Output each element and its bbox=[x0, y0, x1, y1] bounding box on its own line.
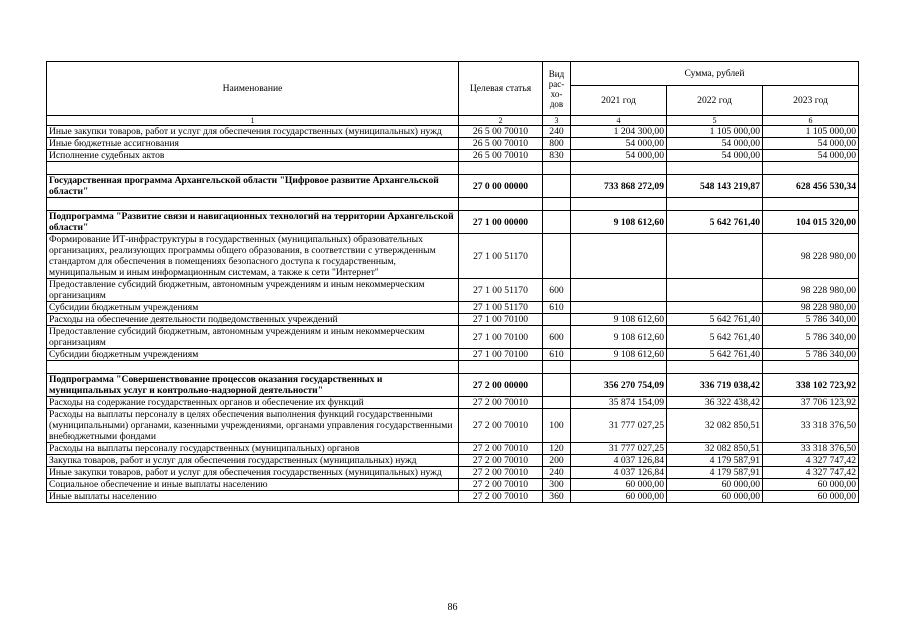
row-sum-2022: 5 642 761,40 bbox=[667, 314, 763, 326]
row-sum-2021: 356 270 754,09 bbox=[571, 374, 667, 397]
row-name: Предоставление субсидий бюджетным, автономным учреждениям и иным некоммерческим организациям bbox=[47, 326, 459, 349]
row-sum-2023: 628 456 530,34 bbox=[763, 175, 859, 198]
row-sum-2023: 33 318 376,50 bbox=[763, 443, 859, 455]
row-sum-2023: 54 000,00 bbox=[763, 138, 859, 150]
table-row bbox=[47, 455, 859, 467]
table-row bbox=[47, 314, 859, 326]
spacer-cell bbox=[667, 162, 763, 175]
row-sum-2021: 9 108 612,60 bbox=[571, 326, 667, 349]
header-expense-kind: Вид рас-хо-дов bbox=[543, 62, 571, 116]
row-sum-2021: 1 204 300,00 bbox=[571, 126, 667, 138]
row-sum-2021: 31 777 027,25 bbox=[571, 443, 667, 455]
row-expense-kind: 240 bbox=[543, 126, 571, 138]
row-target-article: 27 0 00 00000 bbox=[459, 175, 543, 198]
header-year-2021: 2021 год bbox=[571, 86, 667, 116]
row-expense-kind: 100 bbox=[543, 409, 571, 443]
table-row bbox=[47, 349, 859, 361]
row-sum-2022: 4 179 587,91 bbox=[667, 455, 763, 467]
row-sum-2021: 9 108 612,60 bbox=[571, 314, 667, 326]
row-sum-2023: 54 000,00 bbox=[763, 150, 859, 162]
spacer-cell bbox=[47, 198, 459, 211]
row-target-article: 26 5 00 70010 bbox=[459, 126, 543, 138]
table-row bbox=[47, 479, 859, 491]
spacer-cell bbox=[47, 162, 459, 175]
row-name: Подпрограмма "Совершенствование процессов оказания государственных и муниципальных услуг и контрольно-надзорной деятельности" bbox=[47, 374, 459, 397]
row-sum-2022: 32 082 850,51 bbox=[667, 443, 763, 455]
row-sum-2023: 60 000,00 bbox=[763, 491, 859, 503]
row-name: Социальное обеспечение и иные выплаты населению bbox=[47, 479, 459, 491]
row-sum-2022: 4 179 587,91 bbox=[667, 467, 763, 479]
row-name: Субсидии бюджетным учреждениям bbox=[47, 302, 459, 314]
row-target-article: 27 2 00 70010 bbox=[459, 409, 543, 443]
table-row bbox=[47, 234, 859, 279]
row-sum-2021: 60 000,00 bbox=[571, 479, 667, 491]
row-sum-2022: 32 082 850,51 bbox=[667, 409, 763, 443]
spacer-cell bbox=[459, 361, 543, 374]
row-target-article: 27 1 00 51170 bbox=[459, 302, 543, 314]
row-sum-2021: 733 868 272,09 bbox=[571, 175, 667, 198]
row-name: Иные бюджетные ассигнования bbox=[47, 138, 459, 150]
row-sum-2022: 336 719 038,42 bbox=[667, 374, 763, 397]
row-sum-2022: 36 322 438,42 bbox=[667, 397, 763, 409]
row-sum-2021: 4 037 126,84 bbox=[571, 467, 667, 479]
row-sum-2021: 31 777 027,25 bbox=[571, 409, 667, 443]
row-sum-2022: 60 000,00 bbox=[667, 479, 763, 491]
table-row bbox=[47, 491, 859, 503]
row-expense-kind bbox=[543, 374, 571, 397]
header-target-article: Целевая статья bbox=[459, 62, 543, 116]
spacer-cell bbox=[763, 361, 859, 374]
column-index: 3 bbox=[543, 116, 571, 126]
row-expense-kind: 600 bbox=[543, 326, 571, 349]
table-body bbox=[47, 126, 859, 503]
column-index: 6 bbox=[763, 116, 859, 126]
row-target-article: 26 5 00 70010 bbox=[459, 150, 543, 162]
spacer-row bbox=[47, 198, 859, 211]
row-sum-2023: 5 786 340,00 bbox=[763, 314, 859, 326]
row-expense-kind: 360 bbox=[543, 491, 571, 503]
row-expense-kind bbox=[543, 397, 571, 409]
row-sum-2021 bbox=[571, 302, 667, 314]
row-target-article: 27 1 00 51170 bbox=[459, 279, 543, 302]
row-target-article: 27 2 00 70010 bbox=[459, 467, 543, 479]
row-name: Подпрограмма "Развитие связи и навигационных технологий на территории Архангельской области" bbox=[47, 211, 459, 234]
row-target-article: 27 1 00 70100 bbox=[459, 349, 543, 361]
row-expense-kind: 800 bbox=[543, 138, 571, 150]
row-sum-2023: 37 706 123,92 bbox=[763, 397, 859, 409]
row-target-article: 27 2 00 00000 bbox=[459, 374, 543, 397]
row-name: Предоставление субсидий бюджетным, автономным учреждениям и иным некоммерческим организациям bbox=[47, 279, 459, 302]
row-target-article: 27 2 00 70010 bbox=[459, 443, 543, 455]
row-sum-2021: 35 874 154,09 bbox=[571, 397, 667, 409]
row-name: Расходы на выплаты персоналу в целях обеспечения выполнения функций государственными (муниципальными) органами, казенными учреждениями, органами управления государственными внебюджетными фондами bbox=[47, 409, 459, 443]
row-name: Расходы на обеспечение деятельности подведомственных учреждений bbox=[47, 314, 459, 326]
row-sum-2023: 33 318 376,50 bbox=[763, 409, 859, 443]
row-target-article: 27 1 00 70100 bbox=[459, 326, 543, 349]
row-expense-kind: 610 bbox=[543, 349, 571, 361]
budget-table bbox=[46, 61, 859, 503]
spacer-cell bbox=[763, 198, 859, 211]
spacer-cell bbox=[571, 198, 667, 211]
spacer-row bbox=[47, 361, 859, 374]
spacer-cell bbox=[543, 162, 571, 175]
row-expense-kind bbox=[543, 175, 571, 198]
header-name: Наименование bbox=[47, 62, 459, 116]
row-sum-2022: 548 143 219,87 bbox=[667, 175, 763, 198]
table-row bbox=[47, 211, 859, 234]
spacer-cell bbox=[667, 198, 763, 211]
column-index: 1 bbox=[47, 116, 459, 126]
table-row bbox=[47, 397, 859, 409]
row-target-article: 27 2 00 70010 bbox=[459, 455, 543, 467]
row-sum-2023: 60 000,00 bbox=[763, 479, 859, 491]
header-sum: Сумма, рублей bbox=[571, 62, 859, 86]
row-name: Иные закупки товаров, работ и услуг для обеспечения государственных (муниципальных) нужд bbox=[47, 467, 459, 479]
row-sum-2022: 54 000,00 bbox=[667, 138, 763, 150]
row-name: Расходы на содержание государственных органов и обеспечение их функций bbox=[47, 397, 459, 409]
row-sum-2021: 54 000,00 bbox=[571, 150, 667, 162]
row-expense-kind: 610 bbox=[543, 302, 571, 314]
header-year-2022: 2022 год bbox=[667, 86, 763, 116]
row-sum-2023: 104 015 320,00 bbox=[763, 211, 859, 234]
row-sum-2023: 4 327 747,42 bbox=[763, 467, 859, 479]
row-sum-2021 bbox=[571, 234, 667, 279]
row-name: Иные закупки товаров, работ и услуг для обеспечения государственных (муниципальных) нужд bbox=[47, 126, 459, 138]
table-row bbox=[47, 175, 859, 198]
row-expense-kind: 120 bbox=[543, 443, 571, 455]
spacer-cell bbox=[543, 361, 571, 374]
row-target-article: 27 2 00 70010 bbox=[459, 397, 543, 409]
spacer-cell bbox=[667, 361, 763, 374]
table-row bbox=[47, 126, 859, 138]
row-sum-2022: 1 105 000,00 bbox=[667, 126, 763, 138]
row-sum-2021: 9 108 612,60 bbox=[571, 211, 667, 234]
spacer-cell bbox=[459, 162, 543, 175]
row-sum-2021: 9 108 612,60 bbox=[571, 349, 667, 361]
table-row bbox=[47, 409, 859, 443]
row-target-article: 27 2 00 70010 bbox=[459, 479, 543, 491]
spacer-cell bbox=[763, 162, 859, 175]
row-expense-kind: 240 bbox=[543, 467, 571, 479]
row-target-article: 27 1 00 51170 bbox=[459, 234, 543, 279]
row-expense-kind: 300 bbox=[543, 479, 571, 491]
row-expense-kind bbox=[543, 314, 571, 326]
column-index: 2 bbox=[459, 116, 543, 126]
row-sum-2021: 60 000,00 bbox=[571, 491, 667, 503]
row-expense-kind: 200 bbox=[543, 455, 571, 467]
spacer-cell bbox=[459, 198, 543, 211]
table-row bbox=[47, 302, 859, 314]
row-sum-2022: 5 642 761,40 bbox=[667, 326, 763, 349]
table-row bbox=[47, 150, 859, 162]
table-row bbox=[47, 138, 859, 150]
row-sum-2023: 98 228 980,00 bbox=[763, 302, 859, 314]
row-target-article: 27 1 00 00000 bbox=[459, 211, 543, 234]
row-sum-2021: 54 000,00 bbox=[571, 138, 667, 150]
row-name: Исполнение судебных актов bbox=[47, 150, 459, 162]
row-sum-2022: 54 000,00 bbox=[667, 150, 763, 162]
row-expense-kind bbox=[543, 234, 571, 279]
row-sum-2023: 5 786 340,00 bbox=[763, 349, 859, 361]
spacer-cell bbox=[47, 361, 459, 374]
table-row bbox=[47, 326, 859, 349]
row-target-article: 27 2 00 70010 bbox=[459, 491, 543, 503]
row-sum-2023: 98 228 980,00 bbox=[763, 234, 859, 279]
page-number: 86 bbox=[447, 602, 458, 613]
row-target-article: 27 1 00 70100 bbox=[459, 314, 543, 326]
row-sum-2021: 4 037 126,84 bbox=[571, 455, 667, 467]
row-sum-2022: 60 000,00 bbox=[667, 491, 763, 503]
row-sum-2022 bbox=[667, 279, 763, 302]
row-sum-2022: 5 642 761,40 bbox=[667, 349, 763, 361]
row-sum-2022 bbox=[667, 234, 763, 279]
row-expense-kind: 600 bbox=[543, 279, 571, 302]
column-index: 5 bbox=[667, 116, 763, 126]
table-row bbox=[47, 443, 859, 455]
row-sum-2022: 5 642 761,40 bbox=[667, 211, 763, 234]
row-name: Закупка товаров, работ и услуг для обеспечения государственных (муниципальных) нужд bbox=[47, 455, 459, 467]
row-name: Расходы на выплаты персоналу государственных (муниципальных) органов bbox=[47, 443, 459, 455]
row-sum-2023: 338 102 723,92 bbox=[763, 374, 859, 397]
spacer-cell bbox=[571, 361, 667, 374]
row-expense-kind bbox=[543, 211, 571, 234]
row-sum-2021 bbox=[571, 279, 667, 302]
table-row bbox=[47, 467, 859, 479]
spacer-row bbox=[47, 162, 859, 175]
table-row bbox=[47, 374, 859, 397]
header-year-2023: 2023 год bbox=[763, 86, 859, 116]
row-name: Иные выплаты населению bbox=[47, 491, 459, 503]
row-expense-kind: 830 bbox=[543, 150, 571, 162]
row-sum-2023: 4 327 747,42 bbox=[763, 455, 859, 467]
spacer-cell bbox=[543, 198, 571, 211]
row-name: Государственная программа Архангельской области "Цифровое развитие Архангельской области" bbox=[47, 175, 459, 198]
row-sum-2023: 1 105 000,00 bbox=[763, 126, 859, 138]
row-name: Формирование ИТ-инфраструктуры в государственных (муниципальных) образовательных организациях, реализующих программы общего образования, в соответствии с утвержденным стандартом для обеспечения в помещениях безопасного доступа к государственным, муниципальным и иным информационным системам, а также к сети "Интернет" bbox=[47, 234, 459, 279]
row-sum-2023: 5 786 340,00 bbox=[763, 326, 859, 349]
spacer-cell bbox=[571, 162, 667, 175]
row-target-article: 26 5 00 70010 bbox=[459, 138, 543, 150]
row-name: Субсидии бюджетным учреждениям bbox=[47, 349, 459, 361]
row-sum-2023: 98 228 980,00 bbox=[763, 279, 859, 302]
row-sum-2022 bbox=[667, 302, 763, 314]
column-index: 4 bbox=[571, 116, 667, 126]
table-row bbox=[47, 279, 859, 302]
